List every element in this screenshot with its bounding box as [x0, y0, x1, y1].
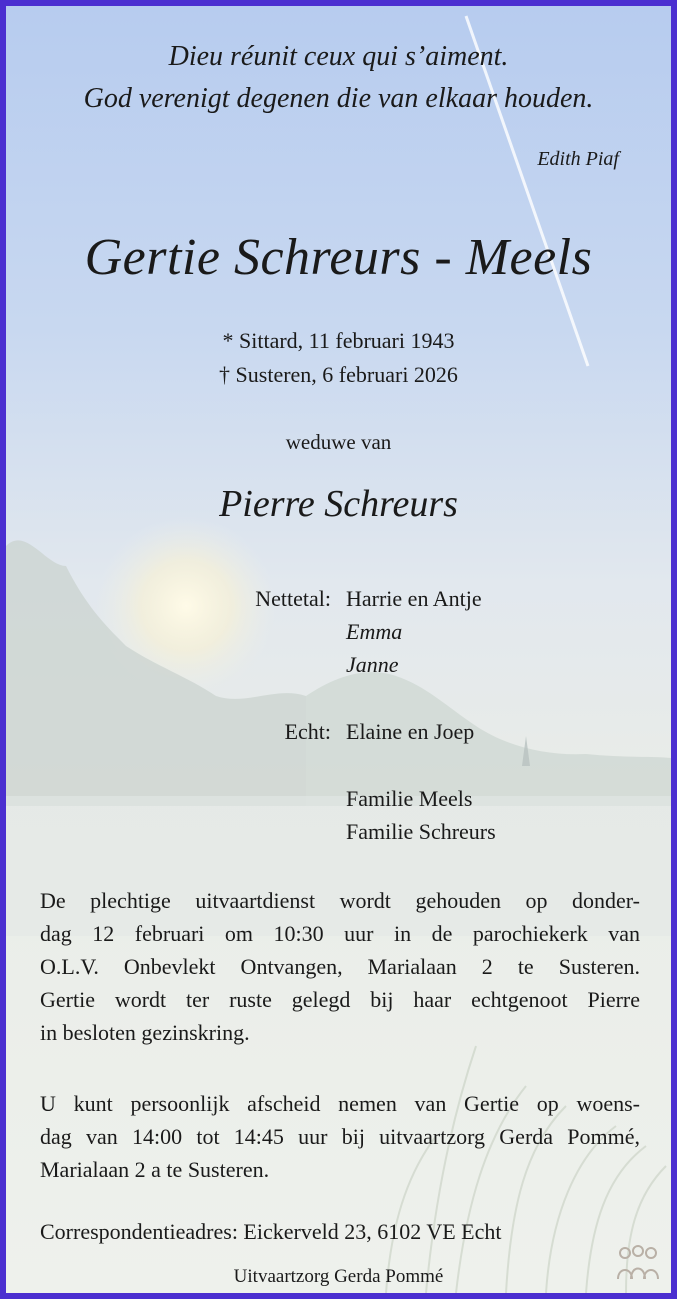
farewell-paragraph — [40, 1087, 640, 1186]
quote-author: Edith Piaf — [537, 148, 619, 170]
service-line: in besloten gezinskring. — [40, 1020, 250, 1045]
family-place-echt: Echt: — [284, 719, 331, 744]
family-member: Emma — [346, 619, 403, 644]
quote-block — [6, 36, 671, 120]
family-member: Familie Meels — [346, 786, 473, 811]
correspondence-address: Correspondentieadres: Eickerveld 23, 6102 VE Echt — [40, 1219, 502, 1244]
family-member: Janne — [346, 652, 399, 677]
life-dates — [6, 324, 671, 392]
quote-line-french: Dieu réunit ceux qui s’aiment. — [168, 41, 509, 72]
funeral-home-name: Uitvaartzorg Gerda Pommé — [233, 1266, 444, 1287]
service-line: Gertie wordt ter ruste gelegd bij haar echtgenoot Pierre — [40, 987, 640, 1012]
service-line: De plechtige uitvaartdienst wordt gehouden op donder- — [40, 888, 640, 913]
family-place-nettetal: Nettetal: — [255, 586, 331, 611]
farewell-line: U kunt persoonlijk afscheid nemen van Gertie op woens- — [40, 1091, 640, 1116]
farewell-line: Marialaan 2 a te Susteren. — [40, 1157, 270, 1182]
quote-line-dutch: God verenigt degenen die van elkaar houden. — [83, 83, 594, 114]
relation-text: weduwe van — [285, 430, 392, 454]
family-member: Elaine en Joep — [346, 719, 475, 744]
death-date: † Susteren, 6 februari 2026 — [219, 362, 458, 387]
service-line: O.L.V. Onbevlekt Ontvangen, Marialaan 2 te Susteren. — [40, 954, 640, 979]
family-member: Familie Schreurs — [346, 819, 496, 844]
service-line: dag 12 februari om 10:30 uur in de parochiekerk van — [40, 921, 640, 946]
family-member: Harrie en Antje — [346, 586, 482, 611]
spouse-name: Pierre Schreurs — [219, 483, 458, 525]
farewell-line: dag van 14:00 tot 14:45 uur bij uitvaartzorg Gerda Pommé, — [40, 1124, 640, 1149]
family-group-icon — [613, 1243, 663, 1283]
family-list — [6, 582, 671, 852]
deceased-name: Gertie Schreurs - Meels — [84, 229, 593, 286]
birth-date: * Sittard, 11 februari 1943 — [222, 328, 455, 353]
service-paragraph — [40, 884, 640, 1049]
